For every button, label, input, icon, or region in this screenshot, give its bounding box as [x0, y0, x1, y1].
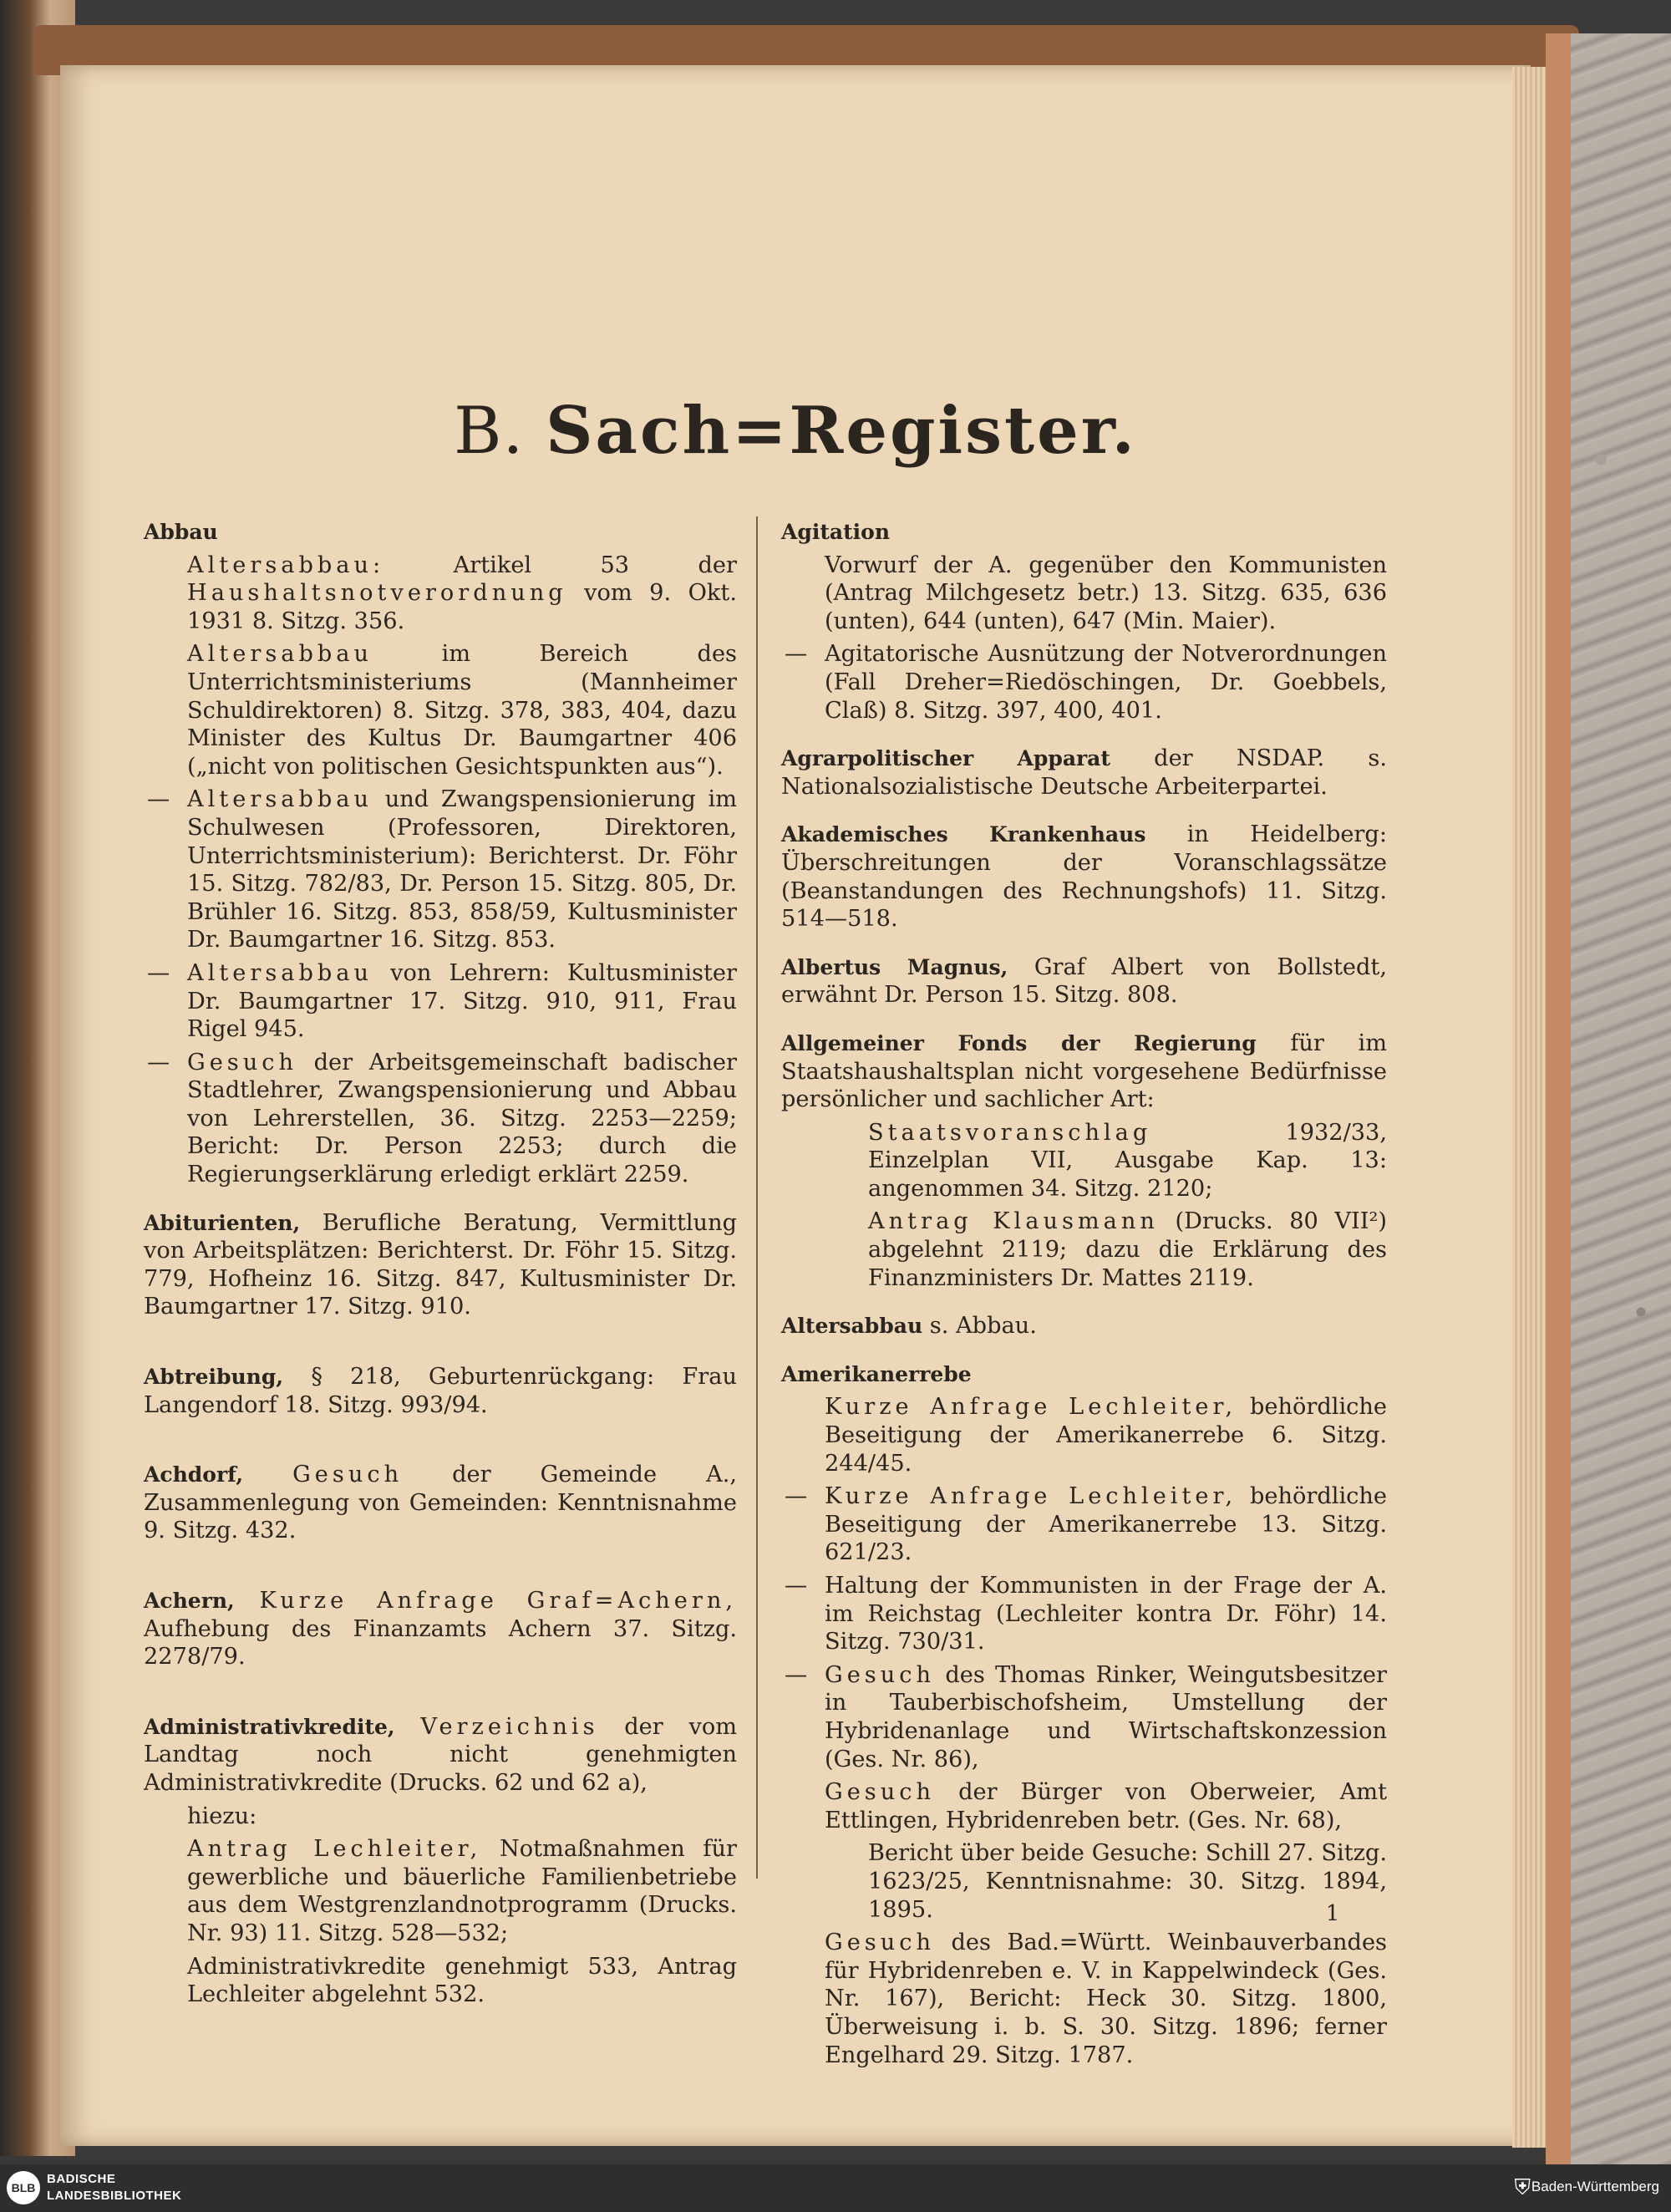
entry-head: Allgemeiner Fonds der Regierung: [781, 1030, 1257, 1055]
entry-amerikanerrebe: [781, 1360, 1387, 2069]
subentry: — Agitatorische Ausnützung der Notverordnungen (Fall Dreher=Riedöschingen, Dr. Goebbels, Claß) 8. Sitzg. 397, 400, 401.: [781, 640, 1387, 725]
subentry: — Kurze Anfrage Lechleiter, behördliche Beseitigung der Amerikanerrebe 13. Sitzg. 621/23.: [781, 1482, 1387, 1567]
entry-administrativkredite: Administrativkredite, Verzeichnis der vom Landtag noch nicht genehmigten Administrativkredite (Drucks. 62 und 62 a), hiezu: Antrag Lechleiter, Notmaßnahmen für gewerbliche und bäuerliche Familienbetriebe aus dem Westgrenzlandnotprogramm (Drucks. Nr. 93) 11. Sitzg. 528—532; Administrativkredite genehmigt 533, Antrag Lechleiter abgelehnt 532.: [144, 1713, 737, 2008]
entry-allgemeiner-fonds: Allgemeiner Fonds der Regierung für im Staatshaushaltsplan nicht vorgesehene Bedürfnisse persönlicher und sachlicher Art: Staatsvoranschlag 1932/33, Einzelplan VII, Ausgabe Kap. 13: angenommen 34. Sitzg. 2120; Antrag Klausmann (Drucks. 80 VII²) abgelehnt 2119; dazu die Erklärung des Finanzministers Dr. Mattes 2119.: [781, 1030, 1387, 1291]
entry-head: Abbau: [144, 520, 218, 544]
entry-head: Agrarpolitischer Apparat: [781, 746, 1110, 771]
entry-head: Amerikanerrebe: [781, 1361, 972, 1386]
column-divider: [756, 516, 758, 1879]
entry-head: Albertus Magnus,: [781, 954, 1008, 979]
page-title: [60, 393, 1531, 469]
entry-achdorf: Achdorf, Gesuch der Gemeinde A., Zusammenlegung von Gemeinden: Kenntnisnahme 9. Sitzg. 432.: [144, 1462, 737, 1544]
right-book-cover: [1546, 33, 1571, 2164]
entry-head: Altersabbau: [781, 1314, 923, 1339]
subentry: Antrag Lechleiter, Notmaßnahmen für gewerbliche und bäuerliche Familienbetriebe aus dem Westgrenzlandnotprogramm (Drucks. Nr. 93) 11. Sitzg. 528—532;: [187, 1836, 737, 1946]
bw-coat-of-arms-icon: ⛨: [1514, 2174, 1531, 2199]
entry-agitation: [781, 518, 1387, 725]
entry-head: Administrativkredite,: [144, 1714, 395, 1739]
entry-head: Abiturienten,: [144, 1210, 301, 1235]
marbled-endpaper: [1571, 33, 1671, 2164]
subentry: hiezu:: [187, 1803, 257, 1829]
footer-bar: [0, 2164, 1671, 2212]
entry-head: Akademisches Krankenhaus: [781, 822, 1146, 847]
entry-achern: Achern, Kurze Anfrage Graf=Achern, Aufhebung des Finanzamts Achern 37. Sitzg. 2278/79.: [144, 1588, 737, 1670]
title-letter: B.: [454, 394, 525, 469]
subentry: Administrativkredite genehmigt 533, Antrag Lechleiter abgelehnt 532.: [187, 1953, 737, 2008]
subentry: — Altersabbau von Lehrern: Kultusminister Dr. Baumgartner 17. Sitzg. 910, 911, Frau Rigel 945.: [144, 959, 737, 1044]
blb-logo-icon: BLB: [7, 2171, 40, 2204]
subentry: Altersabbau im Bereich des Unterrichtsministeriums (Mannheimer Schuldirektoren) 8. Sitzg. 378, 383, 404, dazu Minister des Kultus Dr. Baumgartner 406 („nicht von politischen Gesichtspunkten aus“).: [187, 641, 737, 780]
subentry: Gesuch der Bürger von Oberweier, Amt Ettlingen, Hybridenreben betr. (Ges. Nr. 68),: [825, 1779, 1387, 1833]
entry-abbau: [144, 518, 737, 1189]
subentry: Vorwurf der A. gegenüber den Kommunisten (Antrag Milchgesetz betr.) 13. Sitzg. 635, 636 (unten), 644 (unten), 647 (Min. Maier).: [825, 552, 1387, 634]
subentry: Altersabbau: Artikel 53 der Haushaltsnotverordnung vom 9. Okt. 1931 8. Sitzg. 356.: [187, 552, 737, 634]
entry-head: Agitation: [781, 520, 891, 544]
entry-agrarpolitischer-apparat: Agrarpolitischer Apparat der NSDAP. s. Nationalsozialistische Deutsche Arbeiterpartei.: [781, 745, 1387, 800]
title-text: Sach=Register.: [546, 393, 1137, 469]
page-number: 1: [1325, 1901, 1340, 1926]
subentry: Bericht über beide Gesuche: Schill 27. Sitzg. 1623/25, Kenntnisnahme: 30. Sitzg. 1894, 1895.: [868, 1840, 1387, 1923]
entry-head: Achdorf,: [144, 1462, 244, 1487]
entry-abtreibung: Abtreibung, § 218, Geburtenrückgang: Frau Langendorf 18. Sitzg. 993/94.: [144, 1364, 737, 1418]
entry-akademisches-krankenhaus: Akademisches Krankenhaus in Heidelberg: Überschreitungen der Voranschlagssätze (Beanstandungen des Rechnungshofs) 11. Sitzg. 514—518.: [781, 821, 1387, 933]
subentry: Kurze Anfrage Lechleiter, behördliche Beseitigung der Amerikanerrebe 6. Sitzg. 244/45.: [825, 1394, 1387, 1477]
right-column: [781, 518, 1387, 2089]
entry-altersabbau: Altersabbau s. Abbau.: [781, 1313, 1037, 1340]
bw-label: Baden-Württemberg: [1531, 2179, 1659, 2194]
subentry: — Altersabbau und Zwangspensionierung im Schulwesen (Professoren, Direktoren, Unterrichtsministerium): Berichterst. Dr. Föhr 15. Sitzg. 782/83, Dr. Person 15. Sitzg. 805, Dr. Brühler 16. Sitzg. 853, 858/59, Kultusminister Dr. Baumgartner 16. Sitzg. 853.: [144, 786, 737, 954]
page-stack-edge: [1512, 67, 1546, 2148]
entry-albertus-magnus: Albertus Magnus, Graf Albert von Bollstedt, erwähnt Dr. Person 15. Sitzg. 808.: [781, 953, 1387, 1009]
subentry: — Haltung der Kommunisten in der Frage der A. im Reichstag (Lechleiter kontra Dr. Föhr) 14. Sitzg. 730/31.: [781, 1572, 1387, 1656]
entry-head: Abtreibung,: [144, 1365, 284, 1390]
blb-label: BADISCHE LANDESBIBLIOTHEK: [47, 2172, 182, 2203]
subentry: Antrag Klausmann (Drucks. 80 VII²) abgelehnt 2119; dazu die Erklärung des Finanzministers Dr. Mattes 2119.: [868, 1208, 1387, 1291]
subentry: — Gesuch des Thomas Rinker, Weingutsbesitzer in Tauberbischofsheim, Umstellung der Hybridenanlage und Wirtschaftskonzession (Ges. Nr. 86),: [781, 1661, 1387, 1773]
subentry: — Gesuch der Arbeitsgemeinschaft badischer Stadtlehrer, Zwangspensionierung und Abbau von Lehrerstellen, 36. Sitzg. 2253—2259; Bericht: Dr. Person 2253; durch die Regierungserklärung erledigt erklärt 2259.: [144, 1049, 737, 1189]
entry-abiturienten: Abiturienten, Berufliche Beratung, Vermittlung von Arbeitsplätzen: Berichterst. Dr. Föhr 15. Sitzg. 779, Hofheinz 16. Sitzg. 847, Kultusminister Dr. Baumgartner 17. Sitzg. 910.: [144, 1209, 737, 1320]
left-column: [144, 518, 737, 2029]
entry-head: Achern,: [144, 1589, 235, 1613]
subentry: Staatsvoranschlag 1932/33, Einzelplan VII, Ausgabe Kap. 13: angenommen 34. Sitzg. 2120;: [868, 1119, 1387, 1202]
subentry: Gesuch des Bad.=Württ. Weinbauverbandes für Hybridenreben e. V. in Kappelwindeck (Ges. Nr. 167), Bericht: Heck 30. Sitzg. 1800, Überweisung i. b. S. 30. Sitzg. 1896; ferner Engelhard 29. Sitzg. 1787.: [825, 1930, 1387, 2068]
